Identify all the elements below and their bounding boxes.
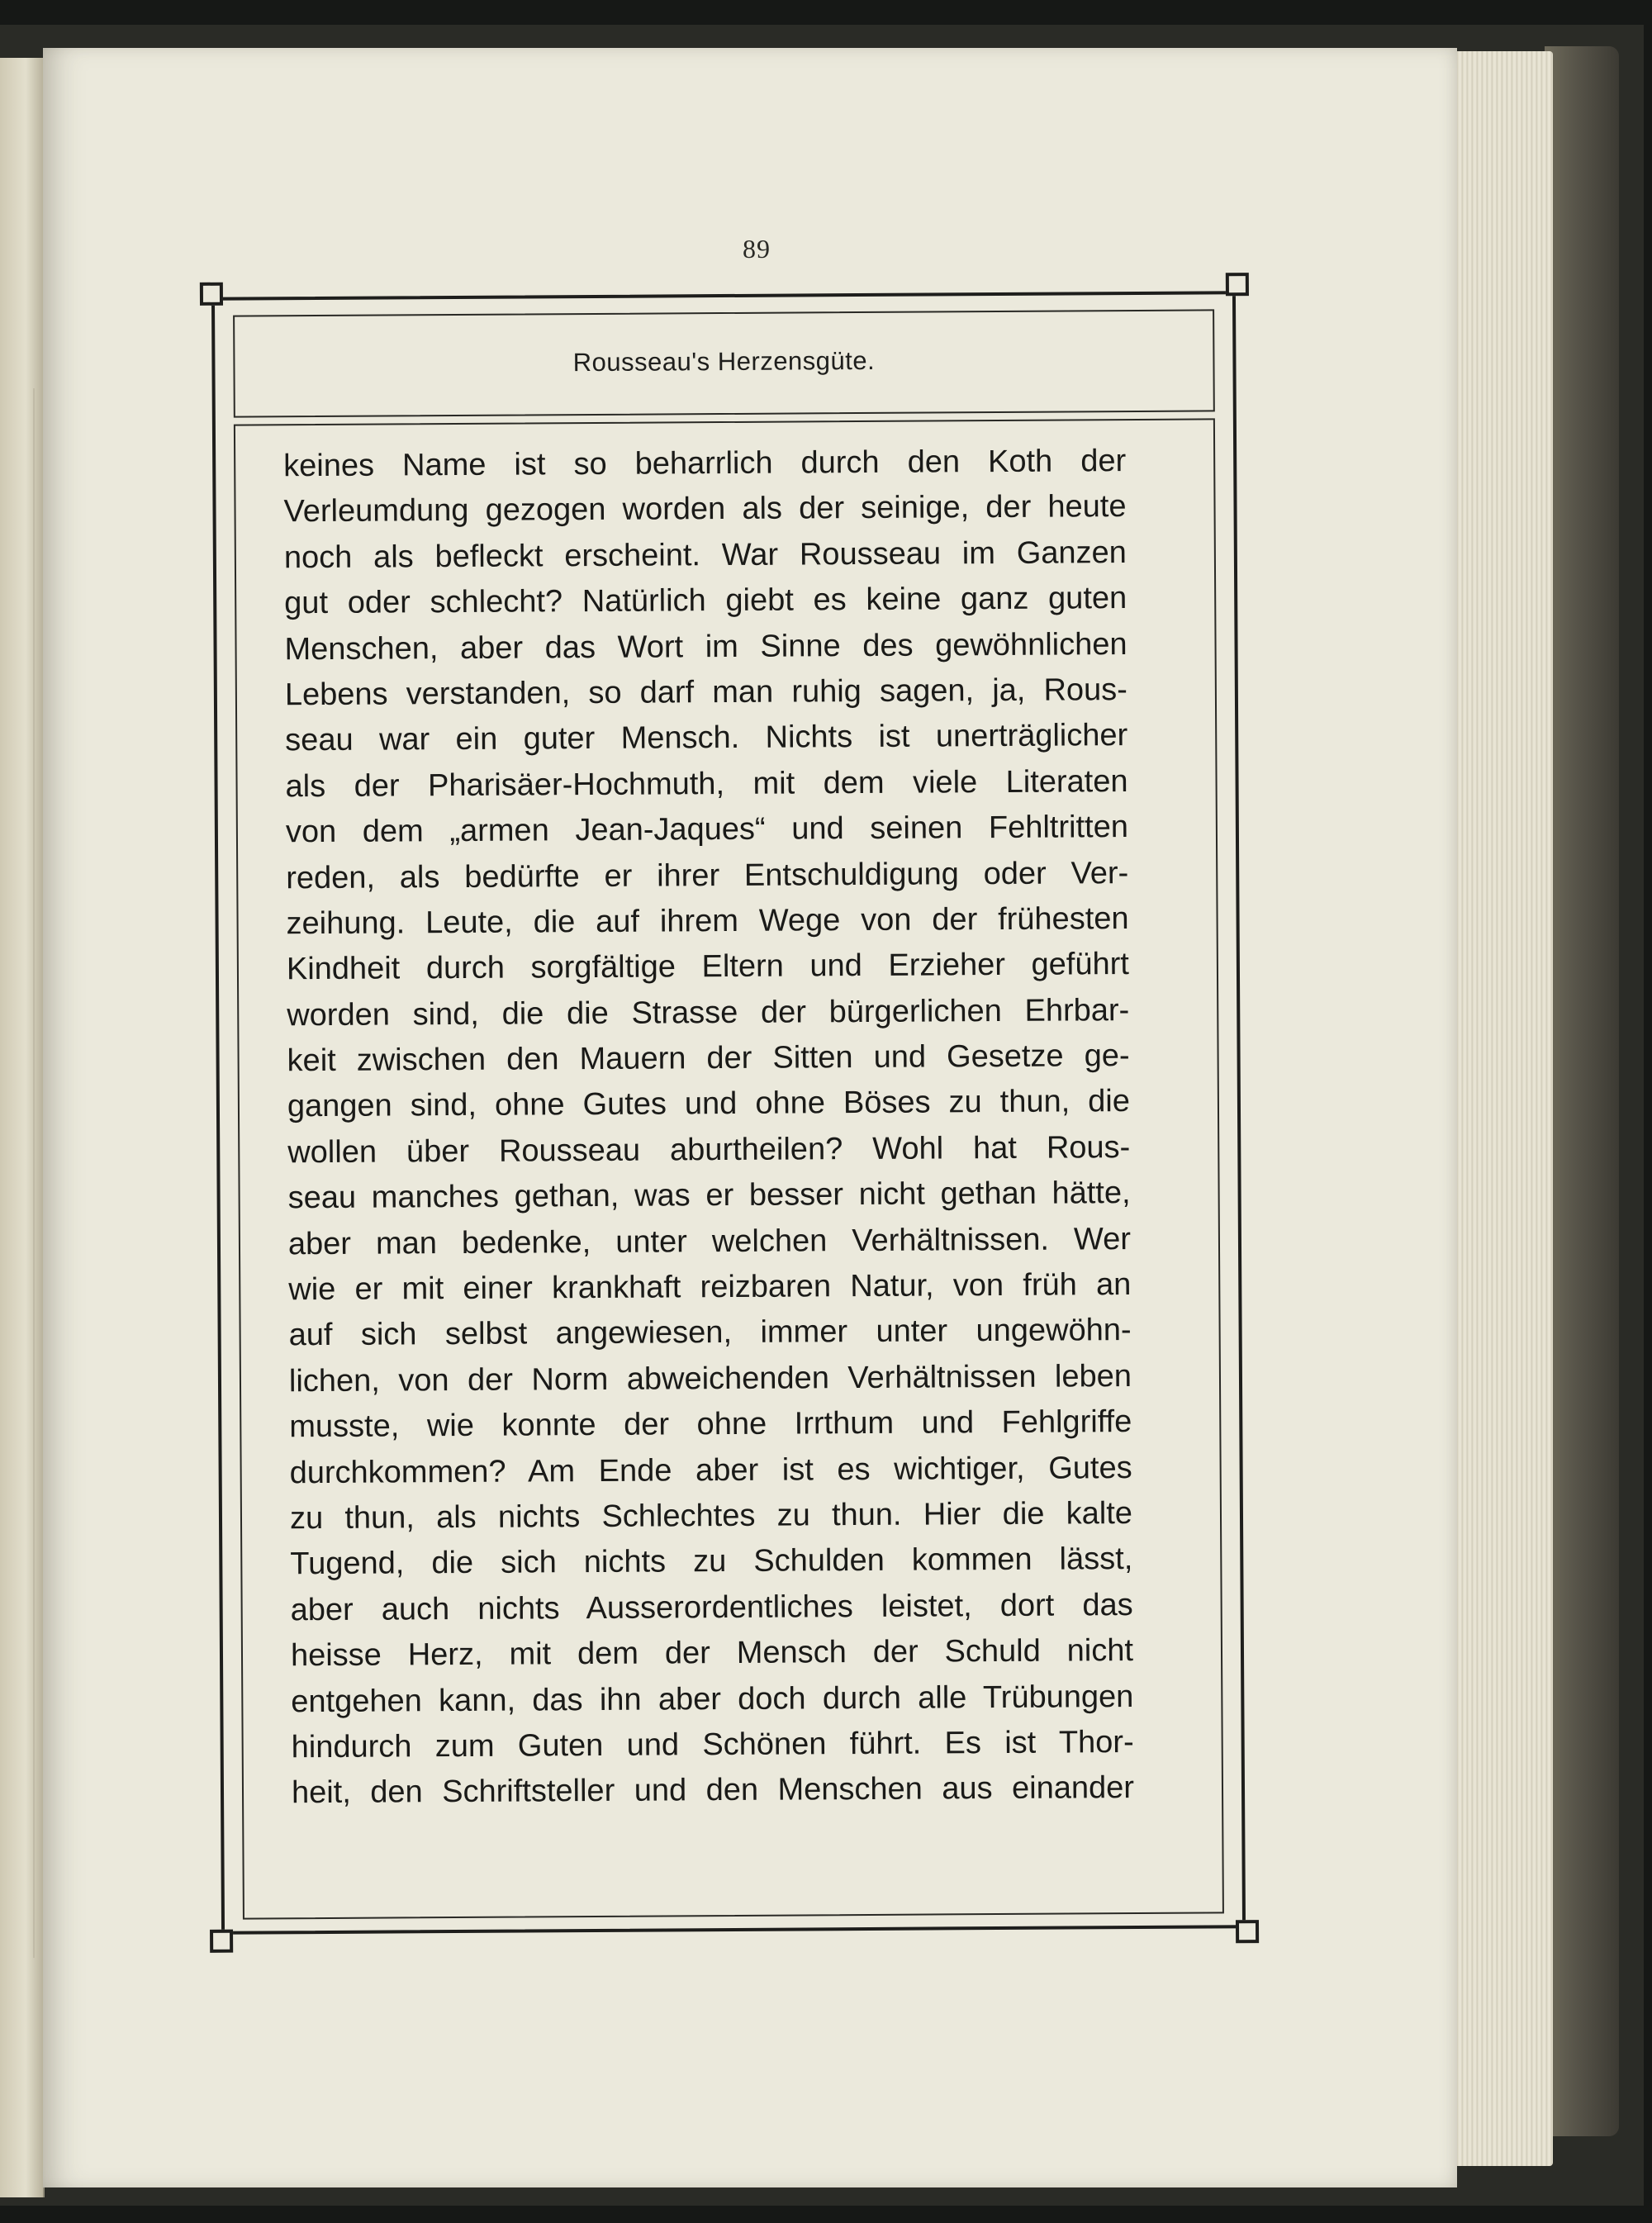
body-text-box <box>234 418 1224 1919</box>
text-line: heit, den Schriftsteller und den Menschen aus einander <box>291 1770 1135 1811</box>
text-line: als der Pharisäer-Hochmuth, mit dem viele Literaten <box>285 763 1128 805</box>
text-line: entgehen kann, das ihn aber doch durch alle Trübungen <box>291 1679 1134 1719</box>
frame-corner-bottom-left <box>210 1930 233 1953</box>
text-line: Menschen, aber das Wort im Sinne des gewöhnlichen <box>284 626 1127 667</box>
text-line: lichen, von der Norm abweichenden Verhältnissen leben <box>288 1358 1132 1399</box>
text-line: gangen sind, ohne Gutes und ohne Böses zu thun, die <box>287 1084 1131 1124</box>
running-head: Rousseau's Herzensgüte. <box>572 345 876 378</box>
text-line: keines Name ist so beharrlich durch den Koth der <box>283 444 1127 484</box>
book-back-cover <box>1545 46 1619 2136</box>
frame-corner-top-left <box>200 283 223 306</box>
text-line: musste, wie konnte der ohne Irrthum und Fehlgriffe <box>289 1404 1132 1445</box>
text-line: auf sich selbst angewiesen, immer unter ungewöhn- <box>288 1313 1132 1353</box>
running-head-box <box>233 309 1215 417</box>
text-line: hindurch zum Guten und Schönen führt. Es ist Thor- <box>291 1724 1134 1765</box>
text-line: wollen über Rousseau aburtheilen? Wohl hat Rous- <box>287 1129 1131 1171</box>
frame-corner-bottom-right <box>1236 1920 1259 1943</box>
text-line: Verleumdung gezogen worden als der seinige, der heute <box>283 489 1127 530</box>
text-line: seau manches gethan, was er besser nicht gethan hätte, <box>287 1176 1131 1216</box>
book-page <box>43 48 1457 2187</box>
text-line: keit zwischen den Mauern der Sitten und Gesetze ge- <box>287 1038 1130 1079</box>
text-line: worden sind, die die Strasse der bürgerlichen Ehrbar- <box>287 992 1130 1033</box>
text-line: heisse Herz, mit dem der Mensch der Schuld nicht <box>290 1633 1134 1674</box>
text-line: zu thun, als nichts Schlechtes zu thun. Hier die kalte <box>289 1496 1133 1537</box>
text-line: noch als befleckt erscheint. War Rousseau im Ganzen <box>283 534 1127 576</box>
text-line: von dem „armen Jean-Jaques“ und seinen Fehltritten <box>285 810 1129 850</box>
text-line: reden, als bedürfte er ihrer Entschuldigung oder Ver- <box>286 855 1129 895</box>
text-line: Lebens verstanden, so darf man ruhig sagen, ja, Rous- <box>284 672 1128 713</box>
page-number: 89 <box>743 234 771 264</box>
page-edges <box>1454 51 1553 2166</box>
text-line: seau war ein guter Mensch. Nichts ist unerträglicher <box>285 718 1128 758</box>
text-line: zeihung. Leute, die auf ihrem Wege von der frühesten <box>286 900 1129 942</box>
spine-stitching <box>33 388 41 1958</box>
text-line: aber auch nichts Ausserordentliches leistet, dort das <box>290 1587 1133 1628</box>
text-line: durchkommen? Am Ende aber ist es wichtiger, Gutes <box>289 1450 1132 1490</box>
text-line: Tugend, die sich nichts zu Schulden kommen lässt, <box>290 1541 1133 1582</box>
frame-corner-top-right <box>1226 273 1249 296</box>
text-line: gut oder schlecht? Natürlich giebt es keine ganz guten <box>284 581 1127 621</box>
body-text <box>283 439 1134 1817</box>
ornamental-frame <box>211 291 1246 1935</box>
text-line: wie er mit einer krankhaft reizbaren Natur, von früh an <box>288 1267 1132 1308</box>
text-line: aber man bedenke, unter welchen Verhältnissen. Wer <box>287 1221 1132 1261</box>
left-page-edge <box>0 58 45 2197</box>
text-line: Kindheit durch sorgfältige Eltern und Erzieher geführt <box>286 947 1130 987</box>
